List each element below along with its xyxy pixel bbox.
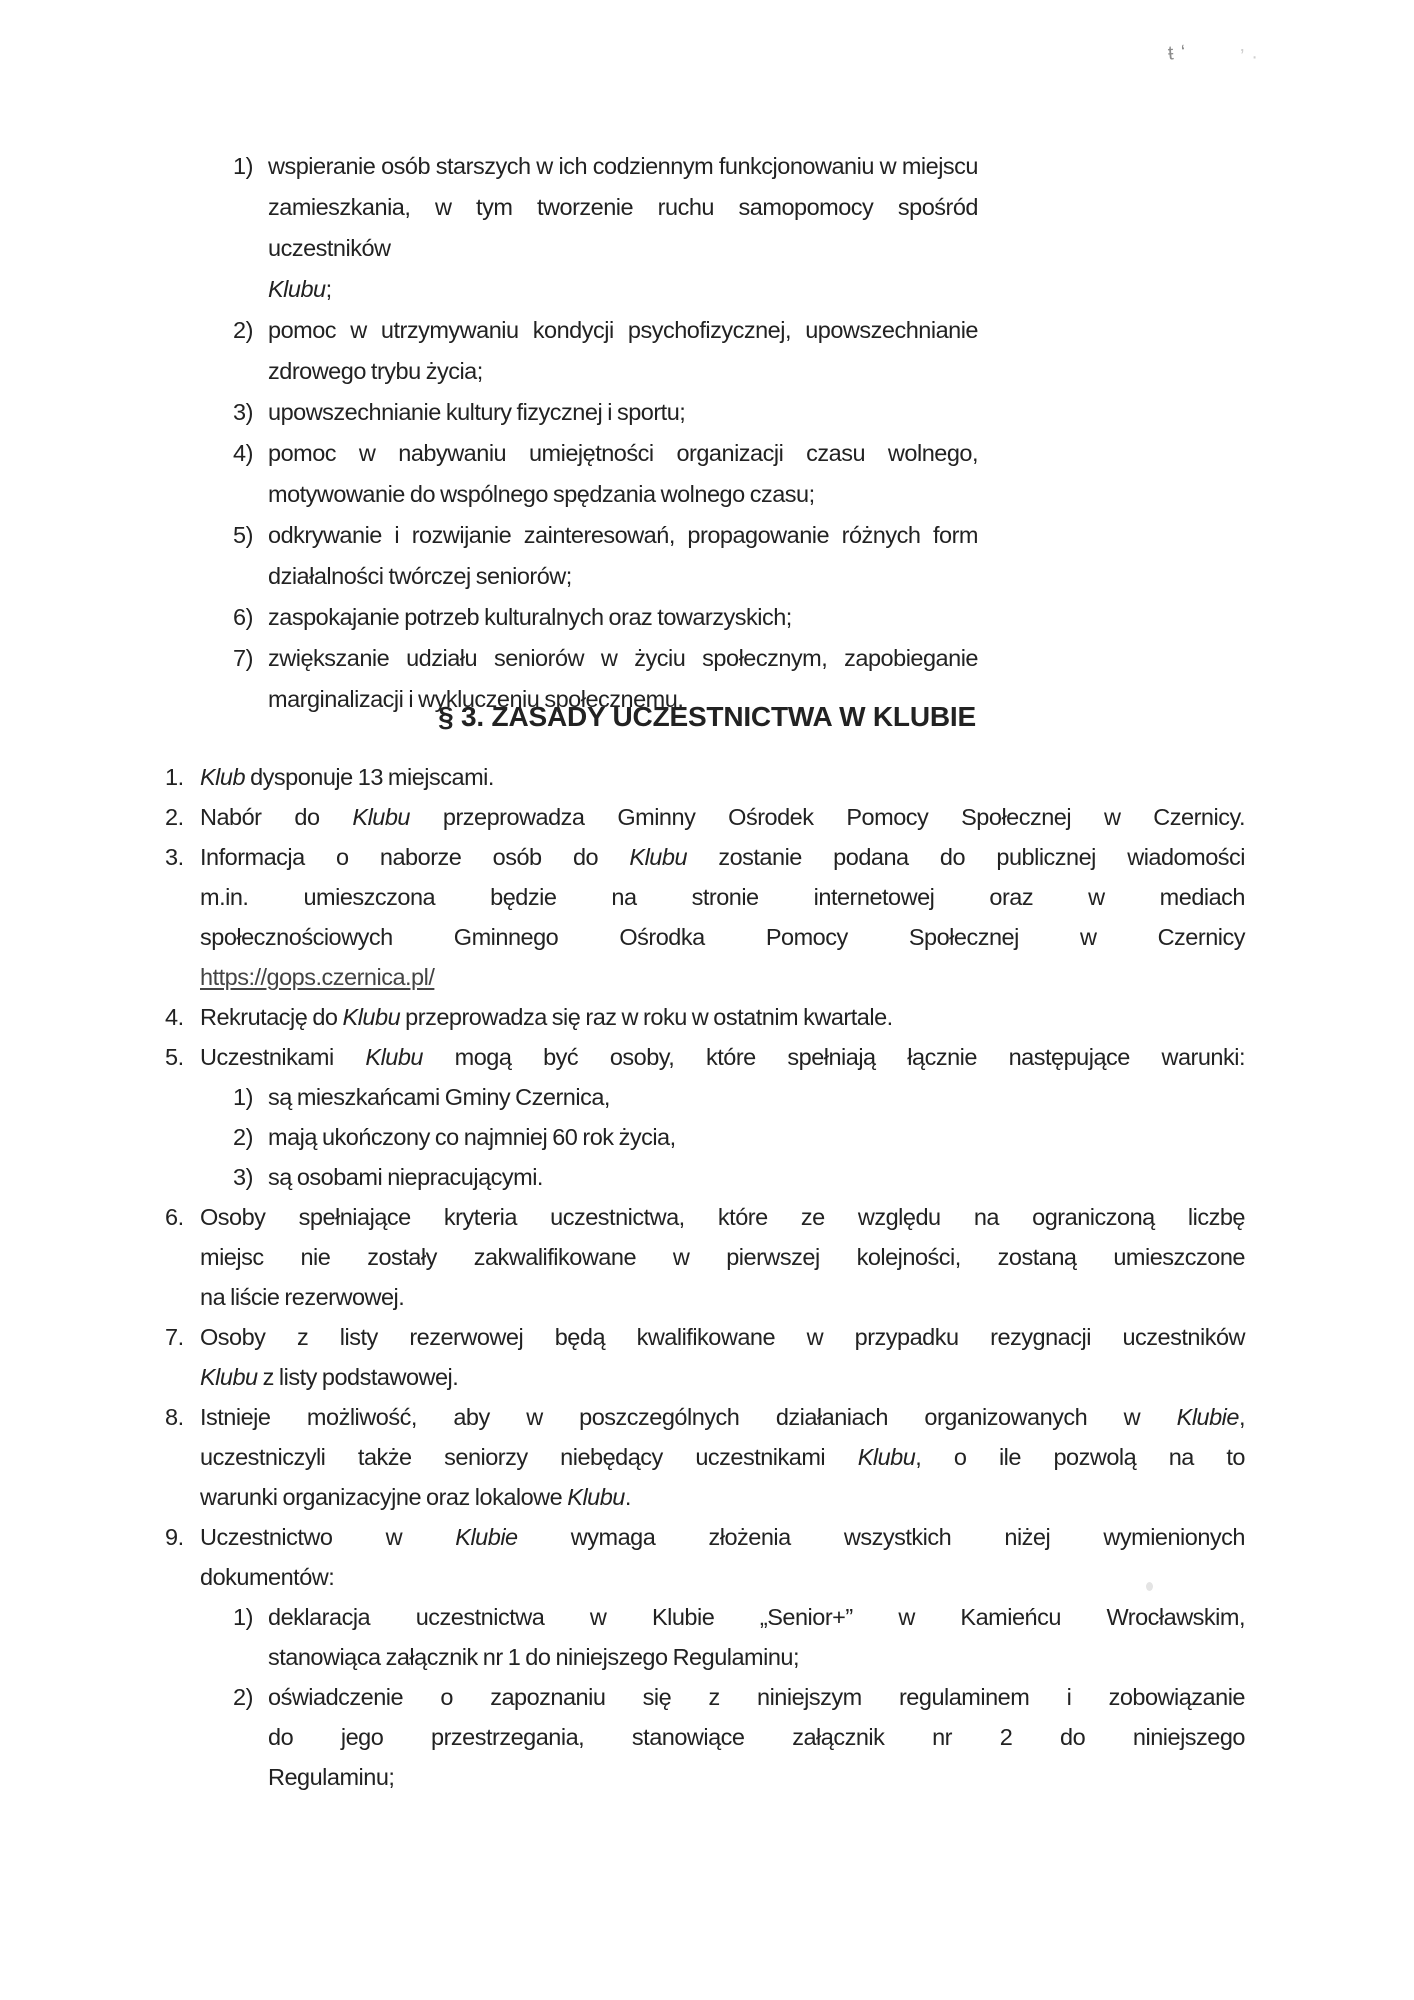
text-line <box>200 1037 1245 1077</box>
text-run: Nabór do <box>200 804 353 830</box>
text-run: dysponuje 13 miejscami. <box>245 764 494 790</box>
item-number: 3) <box>233 1164 253 1190</box>
text-run: uczestniczyli także seniorzy niebędący uczestnikami <box>200 1444 858 1470</box>
text-line <box>200 1517 1245 1557</box>
text-line <box>200 837 1245 877</box>
text-line <box>200 997 1245 1037</box>
item-number: 2. <box>165 804 184 830</box>
item-number: 4) <box>233 440 253 466</box>
text-run: mają ukończony co najmniej 60 rok życia, <box>268 1124 676 1150</box>
text-line <box>268 187 978 269</box>
text-line <box>268 556 978 597</box>
text-run: pomoc w nabywaniu umiejętności organizacji czasu wolnego, <box>268 440 978 466</box>
scan-artifact-mark: ŧ ‘ <box>1167 41 1188 65</box>
text-run: pomoc w utrzymywaniu kondycji psychofizycznej, upowszechnianie <box>268 317 978 343</box>
italic-term: Klubu <box>342 1004 401 1030</box>
item-number: 1) <box>233 1604 253 1630</box>
text-run: stanowiąca załącznik nr 1 do niniejszego Regulaminu; <box>268 1644 800 1670</box>
text-run: miejsc nie zostały zakwalifikowane w pierwszej kolejności, zostaną umieszczone <box>200 1244 1245 1270</box>
text-line <box>200 1237 1245 1277</box>
text-run: wymaga złożenia wszystkich niżej wymienionych <box>517 1524 1245 1550</box>
text-line <box>268 310 978 351</box>
text-run: upowszechnianie kultury fizycznej i sportu; <box>268 399 686 425</box>
text-line <box>268 1117 1245 1157</box>
text-run: zdrowego trybu życia; <box>268 358 483 384</box>
list-item <box>233 515 978 597</box>
text-line <box>268 351 978 392</box>
text-run: przeprowadza się raz w roku w ostatnim kwartale. <box>400 1004 893 1030</box>
text-line <box>268 1637 1245 1677</box>
italic-term: Klubu <box>629 844 688 870</box>
text-run: m.in. umieszczona będzie na stronie internetowej oraz w mediach <box>200 884 1245 910</box>
text-run: mogą być osoby, które spełniają łącznie następujące warunki: <box>423 1044 1245 1070</box>
item-number: 2) <box>233 1684 253 1710</box>
sub-list-item <box>233 1157 1245 1197</box>
text-line <box>268 597 978 638</box>
italic-term: Klubu <box>352 804 410 830</box>
text-line <box>200 757 1245 797</box>
sub-list-item <box>233 1597 1245 1677</box>
text-run: zaspokajanie potrzeb kulturalnych oraz towarzyskich; <box>268 604 792 630</box>
item-lines <box>268 1157 1245 1197</box>
item-lines <box>200 997 1245 1037</box>
text-line <box>268 269 978 310</box>
section-heading: § 3. ZASADY UCZESTNICTWA W KLUBIE <box>438 701 976 732</box>
text-run: Osoby z listy rezerwowej będą kwalifikowane w przypadku rezygnacji uczestników <box>200 1324 1245 1350</box>
text-line <box>200 1317 1245 1357</box>
italic-term: Klubie <box>1176 1404 1239 1430</box>
text-line <box>200 1557 1245 1597</box>
text-line <box>200 1197 1245 1237</box>
item-number: 2) <box>233 317 253 343</box>
item-number: 3. <box>165 844 184 870</box>
list-item <box>165 1517 1245 1797</box>
text-line <box>268 392 978 433</box>
list-item <box>165 1037 1245 1197</box>
item-lines <box>200 1197 1245 1317</box>
text-run: społecznościowych Gminnego Ośrodka Pomocy Społecznej w Czernicy <box>200 924 1245 950</box>
text-run: są mieszkańcami Gminy Czernica, <box>268 1084 610 1110</box>
scan-artifact-mark: ’ · <box>1240 46 1259 68</box>
item-lines <box>200 1397 1245 1517</box>
sub-list-item <box>233 1117 1245 1157</box>
list-item <box>165 1197 1245 1317</box>
text-run: , o ile pozwolą na to <box>915 1444 1246 1470</box>
list-item <box>165 837 1245 997</box>
text-run: Regulaminu; <box>268 1764 395 1790</box>
text-line <box>268 474 978 515</box>
text-run: warunki organizacyjne oraz lokalowe <box>200 1484 568 1510</box>
text-line <box>200 917 1245 957</box>
text-line <box>268 1597 1245 1637</box>
text-run: są osobami niepracującymi. <box>268 1164 543 1190</box>
text-line <box>268 1077 1245 1117</box>
item-lines <box>268 1677 1245 1797</box>
item-lines <box>268 515 978 597</box>
item-lines <box>200 1517 1245 1797</box>
italic-term: Klubu <box>365 1044 423 1070</box>
item-number: 3) <box>233 399 253 425</box>
text-run: oświadczenie o zapoznaniu się z niniejszym regulaminem i zobowiązanie <box>268 1684 1245 1710</box>
item-lines <box>268 597 978 638</box>
text-line <box>200 877 1245 917</box>
italic-term: Klubu <box>268 276 326 302</box>
document-goals-list <box>233 146 978 720</box>
document-rules-list <box>165 757 1245 1797</box>
text-run: Uczestnikami <box>200 1044 366 1070</box>
text-run: Informacja o naborze osób do <box>200 844 630 870</box>
text-run: dokumentów: <box>200 1564 335 1590</box>
list-item <box>233 310 978 392</box>
item-number: 1) <box>233 153 253 179</box>
item-lines <box>268 433 978 515</box>
list-item <box>233 146 978 310</box>
item-number: 6) <box>233 604 253 630</box>
item-lines <box>200 1037 1245 1197</box>
text-run: https://gops.czernica.pl/ <box>200 964 435 990</box>
item-lines <box>200 837 1245 997</box>
text-run: motywowanie do wspólnego spędzania wolnego czasu; <box>268 481 815 507</box>
item-lines <box>200 797 1245 837</box>
list-item <box>233 597 978 638</box>
item-number: 2) <box>233 1124 253 1150</box>
item-number: 1) <box>233 1084 253 1110</box>
sub-list-item <box>233 1677 1245 1797</box>
item-number: 7) <box>233 645 253 671</box>
item-number: 8. <box>165 1404 184 1430</box>
item-number: 5. <box>165 1044 184 1070</box>
text-run: odkrywanie i rozwijanie zainteresowań, propagowanie różnych form <box>268 522 978 548</box>
text-line <box>268 638 978 679</box>
text-run: na liście rezerwowej. <box>200 1284 405 1310</box>
text-line <box>268 1157 1245 1197</box>
text-line <box>200 1437 1245 1477</box>
italic-term: Klubu <box>200 1364 258 1390</box>
text-run: z listy podstawowej. <box>257 1364 459 1390</box>
text-line <box>200 797 1245 837</box>
item-lines <box>268 310 978 392</box>
item-lines <box>200 1317 1245 1397</box>
document-link[interactable] <box>200 957 1245 997</box>
text-run: ; <box>325 276 332 302</box>
item-lines <box>268 1077 1245 1117</box>
text-run: deklaracja uczestnictwa w Klubie „Senior+” w Kamieńcu Wrocławskim, <box>268 1604 1245 1630</box>
text-line <box>268 146 978 187</box>
item-lines <box>268 392 978 433</box>
list-item <box>233 433 978 515</box>
list-item <box>165 797 1245 837</box>
text-run: , <box>1238 1404 1245 1430</box>
italic-term: Klubu <box>857 1444 916 1470</box>
list-item <box>165 1397 1245 1517</box>
text-run: wspieranie osób starszych w ich codziennym funkcjonowaniu w miejscu <box>268 153 978 179</box>
text-run: zostanie podana do publicznej wiadomości <box>687 844 1245 870</box>
item-number: 5) <box>233 522 253 548</box>
list-item <box>165 757 1245 797</box>
italic-term: Klubie <box>455 1524 518 1550</box>
item-number: 1. <box>165 764 184 790</box>
text-line <box>268 1717 1245 1757</box>
text-line <box>268 515 978 556</box>
italic-term: Klubu <box>567 1484 625 1510</box>
text-run: Uczestnictwo w <box>200 1524 456 1550</box>
text-run: zwiększanie udziału seniorów w życiu społecznym, zapobieganie <box>268 645 978 671</box>
item-lines <box>268 1597 1245 1677</box>
text-run: Osoby spełniające kryteria uczestnictwa, które ze względu na ograniczoną liczbę <box>200 1204 1245 1230</box>
italic-term: Klub <box>200 764 246 790</box>
list-item <box>233 392 978 433</box>
text-run: Istnieje możliwość, aby w poszczególnych działaniach organizowanych w <box>200 1404 1177 1430</box>
item-number: 4. <box>165 1004 184 1030</box>
text-run: działalności twórczej seniorów; <box>268 563 572 589</box>
text-run: do jego przestrzegania, stanowiące załącznik nr 2 do niniejszego <box>268 1724 1245 1750</box>
item-number: 7. <box>165 1324 184 1350</box>
list-item <box>165 997 1245 1037</box>
item-lines <box>268 1117 1245 1157</box>
text-run: . <box>624 1484 631 1510</box>
item-lines <box>268 146 978 310</box>
text-line <box>268 1677 1245 1717</box>
text-run: zamieszkania, w tym tworzenie ruchu samopomocy spośród uczestników <box>268 194 978 261</box>
text-line <box>268 1757 1245 1797</box>
item-number: 9. <box>165 1524 184 1550</box>
text-line <box>268 433 978 474</box>
text-line <box>200 1397 1245 1437</box>
sub-list-item <box>233 1077 1245 1117</box>
text-run: Rekrutację do <box>200 1004 343 1030</box>
text-line <box>200 1277 1245 1317</box>
item-lines <box>200 757 1245 797</box>
list-item <box>165 1317 1245 1397</box>
text-run: marginalizacji i wykluczeniu społecznemu. <box>268 686 684 712</box>
item-number: 6. <box>165 1204 184 1230</box>
text-run: przeprowadza Gminny Ośrodek Pomocy Społecznej w Czernicy. <box>410 804 1246 830</box>
text-line <box>200 1357 1245 1397</box>
text-line <box>200 1477 1245 1517</box>
